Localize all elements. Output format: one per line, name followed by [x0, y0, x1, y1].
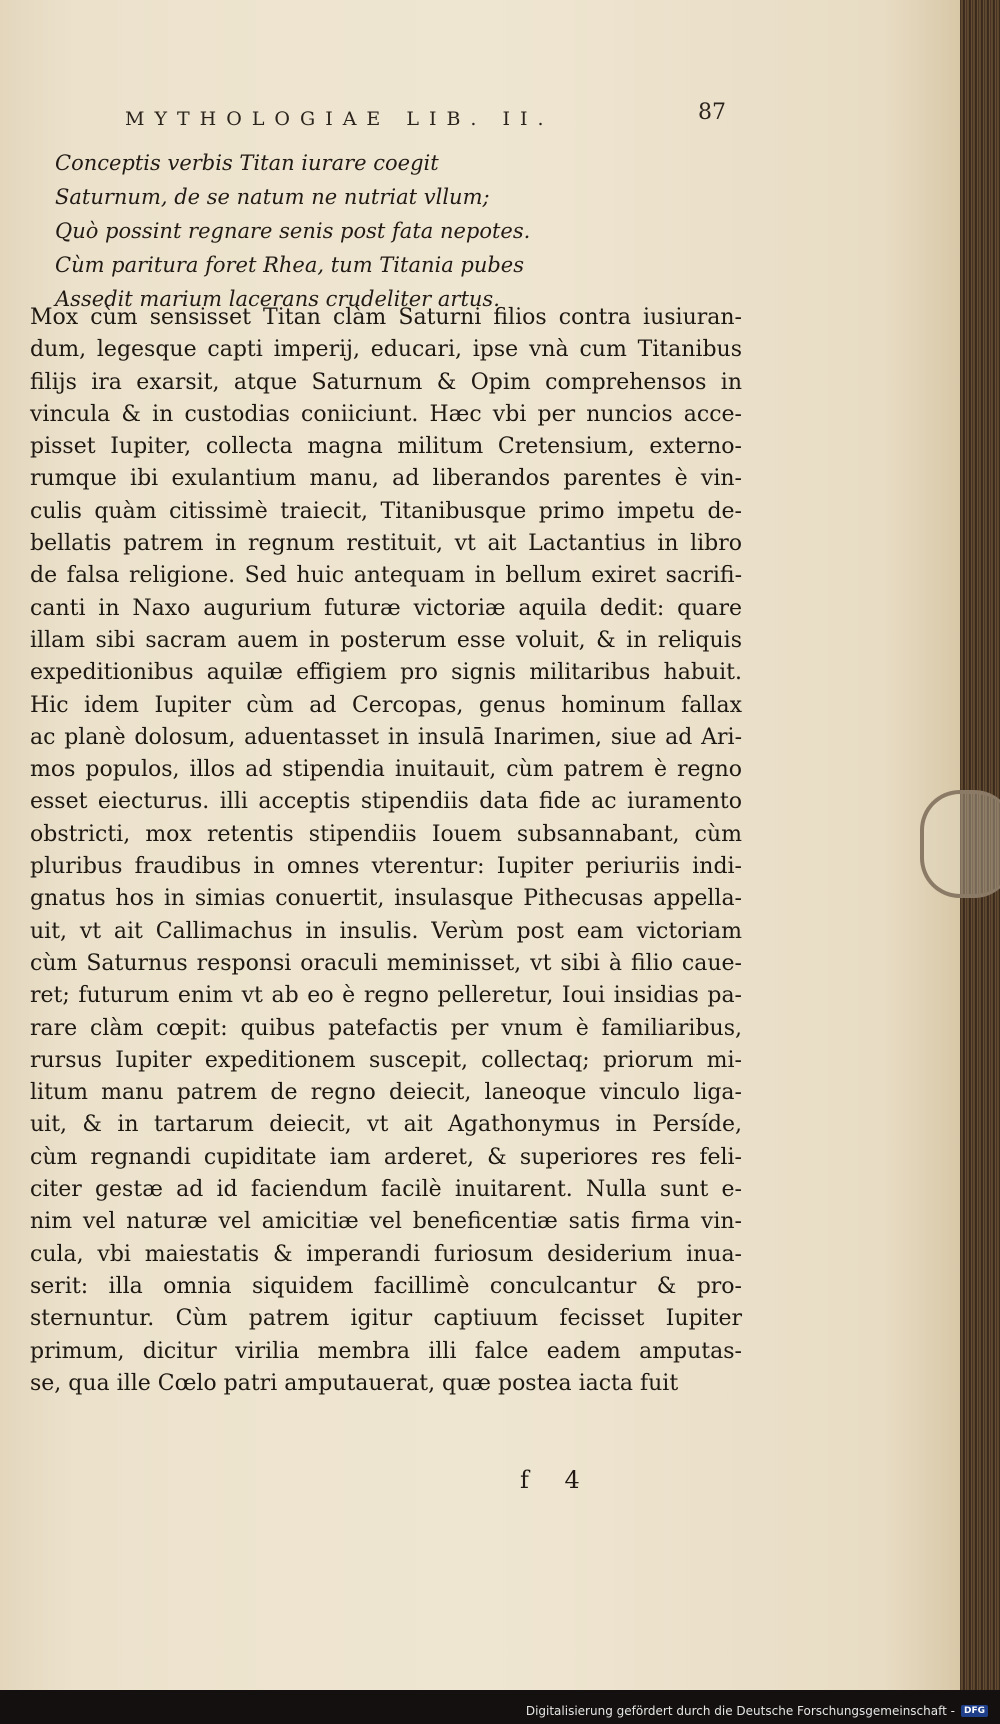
prose-line: Hic idem Iupiter cùm ad Cercopas, genus hominum fallax: [30, 692, 742, 718]
prose-line: vincula & in custodias coniiciunt. Hæc vbi per nuncios acce-: [30, 401, 742, 427]
prose-line: sternuntur. Cùm patrem igitur captiuum fecisset Iupiter: [30, 1306, 742, 1332]
prose-line: pisset Iupiter, collecta magna militum Cretensium, externo-: [30, 434, 742, 460]
prose-line: obstricti, mox retentis stipendiis Iouem subsannabant, cùm: [30, 821, 742, 847]
credit-line: [526, 1704, 988, 1718]
prose-line: nim vel naturæ vel amicitiæ vel beneficentiæ satis firma vin-: [30, 1209, 742, 1235]
prose-line: rursus Iupiter expeditionem suscepit, collectaq; priorum mi-: [30, 1047, 742, 1073]
prose-line: rare clàm cœpit: quibus patefactis per vnum è familiaribus,: [30, 1015, 742, 1041]
prose-line: cula, vbi maiestatis & imperandi furiosum desiderium inua-: [30, 1241, 742, 1267]
verse-block: [55, 146, 675, 316]
prose-line: se, qua ille Cœlo patri amputauerat, quæ postea iacta fuit: [30, 1370, 679, 1396]
prose-block: [30, 302, 742, 1400]
prose-line: ret; futurum enim vt ab eo è regno pelleretur, Ioui insidias pa-: [30, 983, 742, 1009]
clasp-ring: [920, 790, 1000, 898]
credit-text: Digitalisierung gefördert durch die Deutsche Forschungsgemeinschaft -: [525, 1704, 955, 1718]
verse-line: Assedit marium lacerans crudeliter artus.: [55, 287, 500, 311]
prose-line: esset eiecturus. illi acceptis stipendiis data fide ac iuramento: [30, 789, 742, 815]
prose-line: pluribus fraudibus in omnes vterentur: Iupiter periuriis indi-: [30, 854, 742, 880]
prose-line: mos populos, illos ad stipendia inuitauit, cùm patrem è regno: [30, 757, 742, 783]
prose-line: rumque ibi exulantium manu, ad liberandos parentes è vin-: [30, 466, 742, 492]
prose-line: uit, vt ait Callimachus in insulis. Verùm post eam victoriam: [30, 918, 742, 944]
dfg-logo: DFG: [961, 1705, 988, 1717]
prose-line: filijs ira exarsit, atque Saturnum & Opim comprehensos in: [30, 369, 742, 395]
prose-line: illam sibi sacram auem in posterum esse voluit, & in reliquis: [30, 627, 742, 653]
prose-line: uit, & in tartarum deiecit, vt ait Agathonymus in Persíde,: [30, 1112, 742, 1138]
verse-line: Saturnum, de se natum ne nutriat vllum;: [55, 185, 490, 209]
verse-line: Conceptis verbis Titan iurare coegit: [55, 151, 439, 175]
prose-line: expeditionibus aquilæ effigiem pro signis militaribus habuit.: [30, 660, 742, 686]
prose-line: ac planè dolosum, aduentasset in insulā Inarimen, siue ad Ari-: [30, 724, 742, 750]
prose-line: Mox cùm sensisset Titan clàm Saturni filios contra iusiuran-: [30, 305, 742, 330]
prose-line: canti in Naxo augurium futuræ victoriæ aquila dedit: quare: [30, 595, 742, 621]
signature-mark: f 4: [520, 1466, 594, 1494]
prose-line: serit: illa omnia siquidem facillimè conculcantur & pro-: [30, 1273, 742, 1299]
verse-line: Cùm paritura foret Rhea, tum Titania pubes: [55, 253, 525, 277]
prose-line: bellatis patrem in regnum restituit, vt ait Lactantius in libro: [30, 531, 742, 557]
prose-line: primum, dicitur virilia membra illi falce eadem amputas-: [30, 1338, 742, 1364]
prose-line: culis quàm citissimè traiecit, Titanibusque primo impetu de-: [30, 498, 742, 524]
prose-line: litum manu patrem de regno deiecit, laneoque vinculo liga-: [30, 1080, 742, 1106]
prose-line: gnatus hos in simias conuertit, insulasque Pithecusas appella-: [30, 886, 742, 912]
prose-line: cùm regnandi cupiditate iam arderet, & superiores res feli-: [30, 1144, 742, 1170]
prose-line: citer gestæ ad id faciendum facilè inuitarent. Nulla sunt e-: [30, 1177, 742, 1203]
page-number: 87: [698, 100, 726, 125]
prose-line: cùm Saturnus responsi oraculi meminisset, vt sibi à filio caue-: [30, 950, 742, 976]
prose-line: dum, legesque capti imperij, educari, ipse vnà cum Titanibus: [30, 337, 742, 363]
running-head: MYTHOLOGIAE LIB. II.: [125, 108, 554, 130]
verse-line: Quò possint regnare senis post fata nepotes.: [55, 219, 531, 243]
prose-line: de falsa religione. Sed huic antequam in bellum exiret sacrifi-: [30, 563, 742, 589]
